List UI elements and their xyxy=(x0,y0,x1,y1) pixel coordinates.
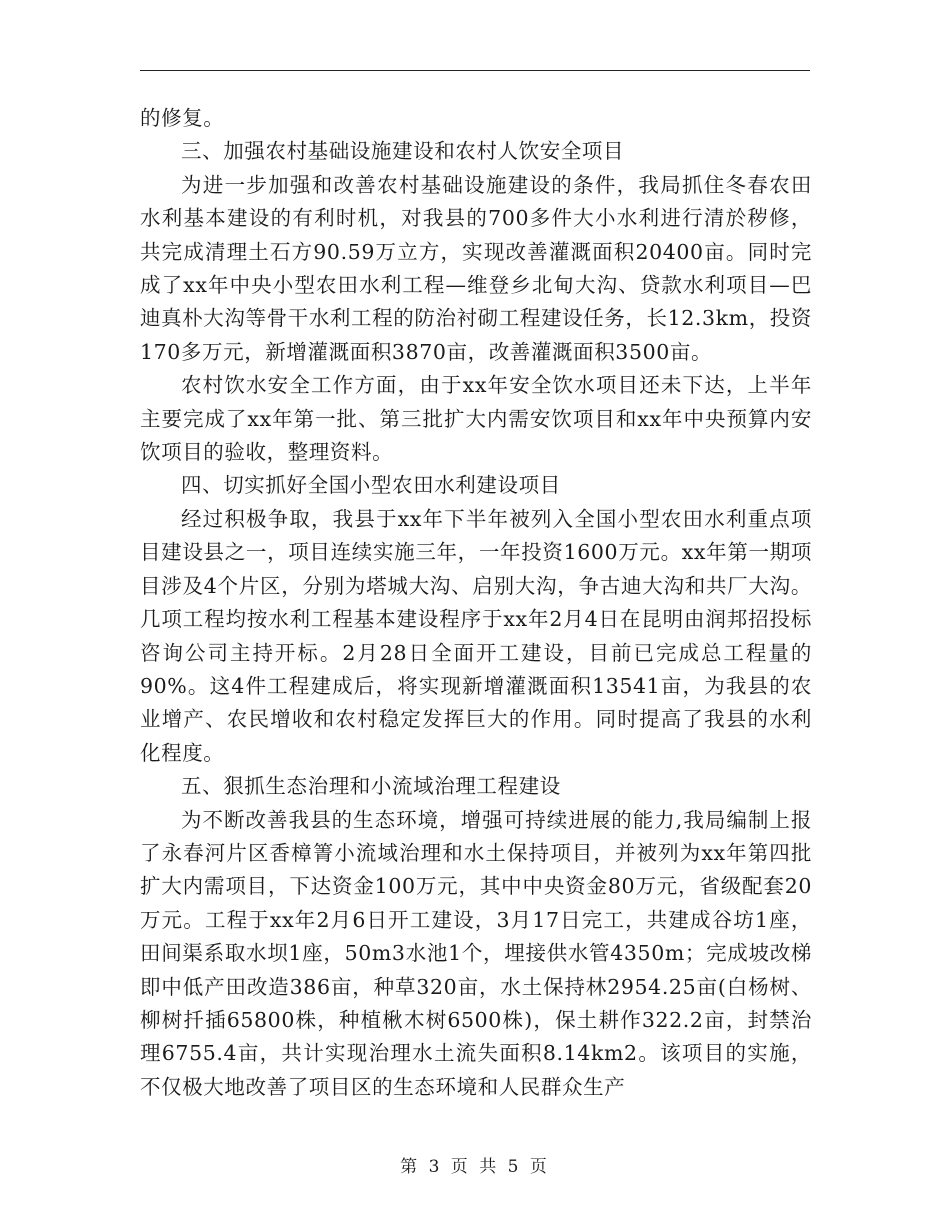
section-heading-5: 五、狠抓生态治理和小流域治理工程建设 xyxy=(181,774,561,799)
paragraph-irrigation-project: 经过积极争取，我县于xx年下半年被列入全国小型农田水利重点项目建设县之一，项目连续实施三年，一年投资1600万元。xx年第一期项目涉及4个片区，分别为塔城大沟、启别大沟，争古迪大沟和共厂大沟。几项工程均按水利工程基本建设程序于xx年2月4日在昆明由润邦招投标咨询公司主持开标。2月28日全面开工建设，目前已完成总工程量的90%。这4件工程建成后，将实现新增灌溉面积13541亩，为我县的农业增产、农民增收和农村稳定发挥巨大的作用。同时提高了我县的水利化程度。 xyxy=(140,506,812,765)
paragraph-continuation: 的修复。 xyxy=(140,106,225,130)
page-footer: 第 3 页 共 5 页 xyxy=(400,1157,550,1177)
paragraph-ecology: 为不断改善我县的生态环境，增强可持续进展的能力,我局编制上报了永春河片区香樟箐小流域治理和水土保持项目，并被列为xx年第四批扩大内需项目，下达资金100万元，其中中央资金80万元，省级配套20万元。工程于xx年2月6日开工建设，3月17日完工，共建成谷坊1座，田间渠系取水坝1座，50m3水池1个，埋接供水管4350m；完成坡改梯即中低产田改造386亩，种草320亩，水土保持林2954.25亩(白杨树、柳树扦插65800株，种植楸木树6500株)，保土耕作322.2亩，封禁治理6755.4亩，共计实现治理水土流失面积8.14km2。该项目的实施，不仅极大地改善了项目区的生态环境和人民群众生产 xyxy=(140,807,812,1099)
section-heading-4: 四、切实抓好全国小型农田水利建设项目 xyxy=(181,473,561,498)
paragraph-drinking-water: 农村饮水安全工作方面，由于xx年安全饮水项目还未下达，上半年主要完成了xx年第一批、第三批扩大内需安饮项目和xx年中央预算内安饮项目的验收，整理资料。 xyxy=(140,373,812,465)
paragraph-infrastructure: 为进一步加强和改善农村基础设施建设的条件，我局抓住冬春农田水利基本建设的有利时机，对我县的700多件大小水利进行清於秽修，共完成清理土石方90.59万立方，实现改善灌溉面积20400亩。同时完成了xx年中央小型农田水利工程—维登乡北甸大沟、贷款水利项目—巴迪真朴大沟等骨干水利工程的防治衬砌工程建设任务，长12.3km，投资170多万元，新增灌溉面积3870亩，改善灌溉面积3500亩。 xyxy=(140,172,812,364)
section-heading-3: 三、加强农村基础设施建设和农村人饮安全项目 xyxy=(181,139,625,164)
body-text xyxy=(140,102,812,1104)
header-rule xyxy=(140,70,810,71)
